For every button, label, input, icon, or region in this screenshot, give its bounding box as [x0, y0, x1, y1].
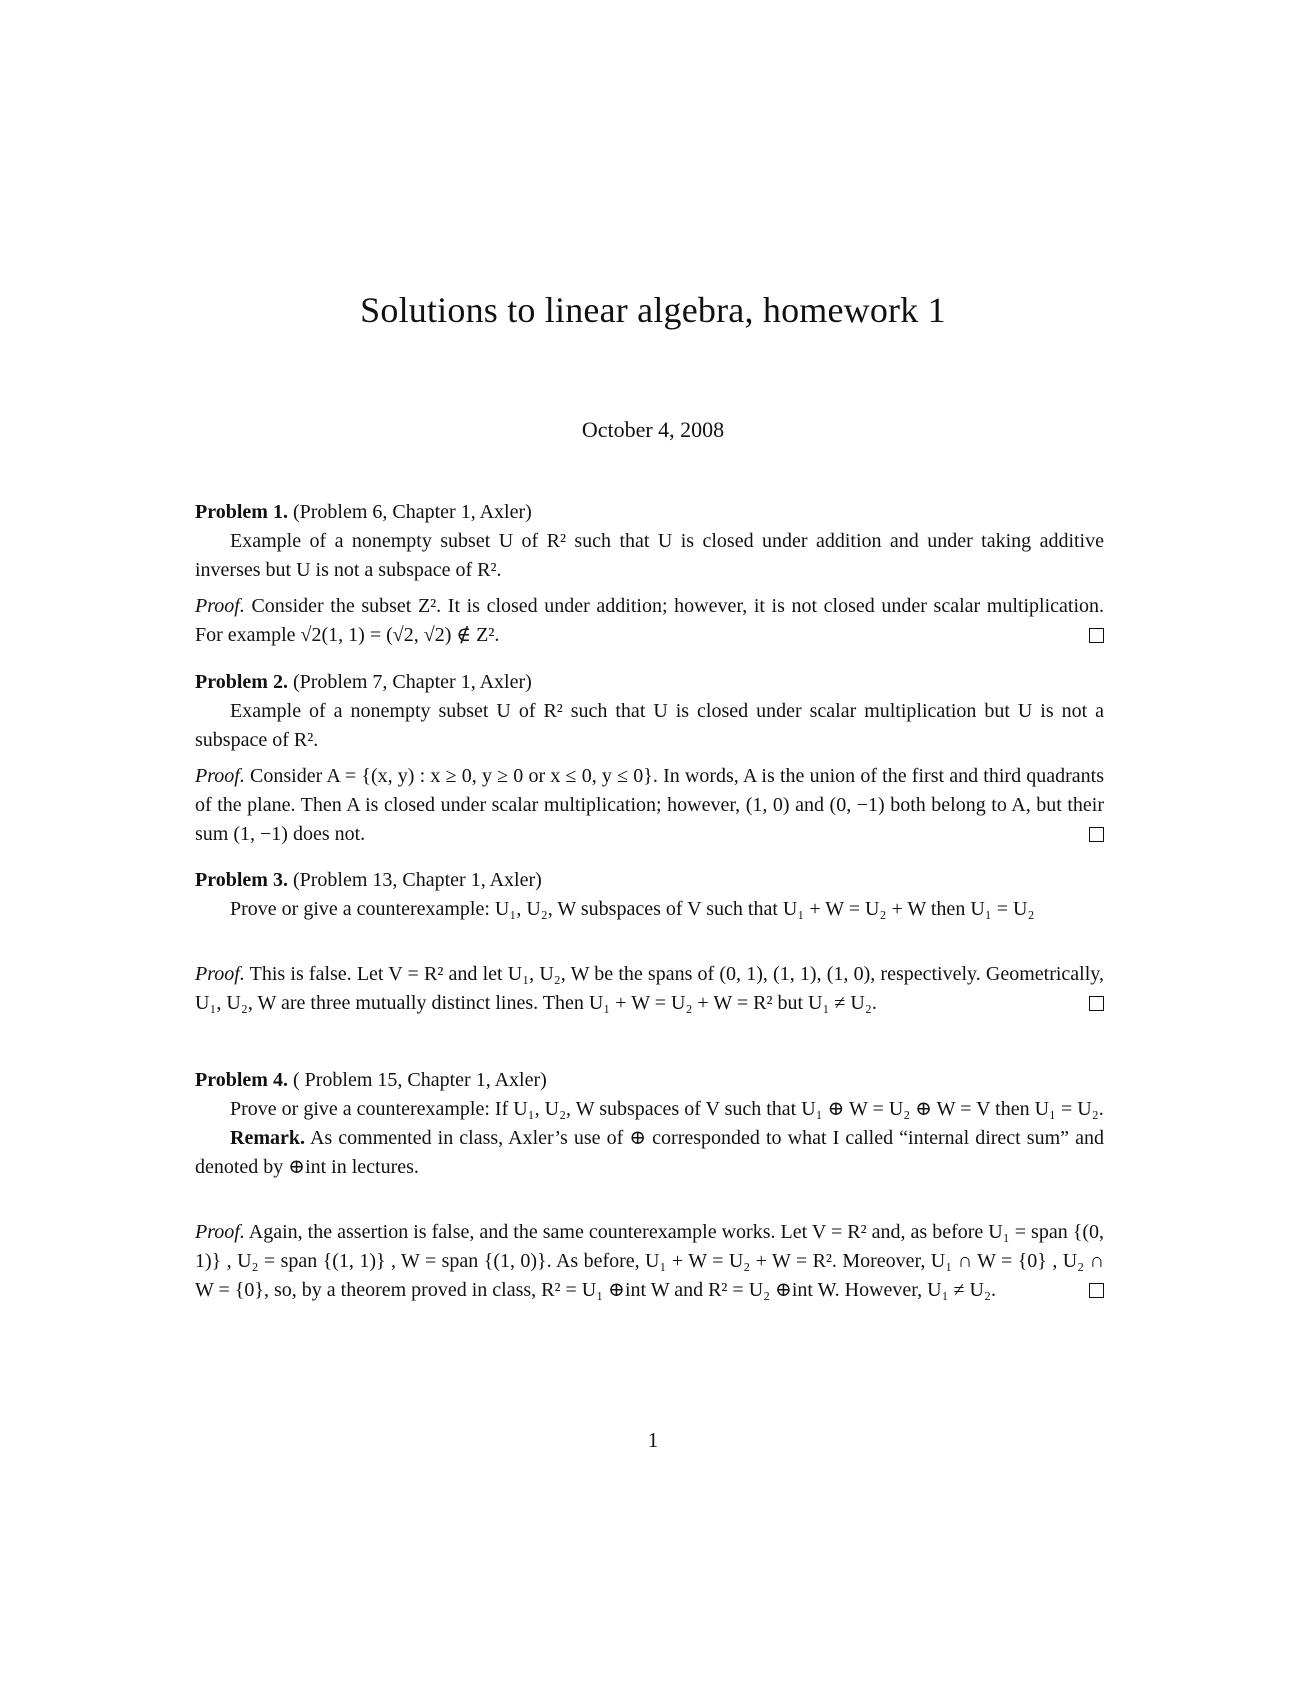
problem-text: Example of a nonempty subset U of R² such that U is closed under addition and under taking additive inverses but U is not a subspace of R². — [195, 530, 1104, 581]
proof-text: This is false. Let V = R² and let U₁, U₂, W be the spans of (0, 1), (1, 1), (1, 0), respectively. Geometrically, U₁, U₂, W are three mutually distinct lines. Then U₁ + W = U₂ + W = R² but U₁ ≠ U₂. — [195, 963, 1104, 1014]
proof-label: Proof. — [195, 1221, 245, 1243]
problem-3-statement — [195, 866, 1104, 924]
problem-label: Problem 2. — [195, 671, 288, 693]
qed-box-icon — [1089, 1283, 1104, 1298]
problem-source: (Problem 13, Chapter 1, Axler) — [292, 869, 542, 891]
qed-box-icon — [1089, 827, 1104, 842]
problem-text: Example of a nonempty subset U of R² such that U is closed under scalar multiplication but U is not a subspace of R². — [195, 700, 1104, 751]
remark-text: As commented in class, Axler’s use of ⊕ corresponded to what I called “internal direct sum” and denoted by ⊕int in lectures. — [195, 1127, 1104, 1178]
proof-label: Proof. — [195, 963, 245, 985]
problem-4-statement — [195, 1066, 1104, 1182]
problem-1-proof — [195, 592, 1104, 650]
proof-label: Proof. — [195, 595, 245, 617]
remark — [195, 1124, 1104, 1182]
document-title: Solutions to linear algebra, homework 1 — [360, 290, 946, 330]
qed-box-icon — [1089, 628, 1104, 643]
problem-text: Prove or give a counterexample: U₁, U₂, W subspaces of V such that U₁ + W = U₂ + W then U₁ = U₂ — [230, 898, 1035, 920]
proof-text: Consider A = {(x, y) : x ≥ 0, y ≥ 0 or x ≤ 0, y ≤ 0}. In words, A is the union of the first and third quadrants of the plane. Then A is closed under scalar multiplication; however, (1, 0) and (0, −1) both belong to A, but their sum (1, −1) does not. — [195, 765, 1105, 845]
proof-text: Again, the assertion is false, and the same counterexample works. Let V = R² and, as before U₁ = span {(0, 1)} , U₂ = span {(1, 1)} , W = span {(1, 0)}. As before, U₁ + W = U₂ + W = R². Moreover, U₁ ∩ W = {0} , U₂ ∩ W = {0}, so, by a theorem proved in class, R² = U₁ ⊕int W and R² = U₂ ⊕int W. However, U₁ ≠ U₂. — [195, 1221, 1105, 1301]
problem-label: Problem 4. — [195, 1069, 288, 1091]
problem-source: (Problem 6, Chapter 1, Axler) — [292, 501, 532, 523]
problem-text: Prove or give a counterexample: If U₁, U₂, W subspaces of V such that U₁ ⊕ W = U₂ ⊕ W = V then U₁ = U₂. — [230, 1098, 1104, 1120]
problem-3-proof — [195, 960, 1104, 1018]
problem-2-proof — [195, 762, 1104, 849]
problem-4-proof — [195, 1218, 1104, 1305]
remark-label: Remark. — [230, 1127, 305, 1149]
document-date: October 4, 2008 — [581, 417, 725, 442]
problem-2-statement — [195, 668, 1104, 755]
proof-text: Consider the subset Z². It is closed under addition; however, it is not closed under scalar multiplication. For example √2(1, 1) = (√2, √2) ∉ Z². — [195, 595, 1104, 646]
problem-1-statement — [195, 498, 1104, 585]
proof-label: Proof. — [195, 765, 245, 787]
problem-source: (Problem 7, Chapter 1, Axler) — [292, 671, 532, 693]
problem-label: Problem 1. — [195, 501, 288, 523]
problem-source: ( Problem 15, Chapter 1, Axler) — [292, 1069, 547, 1091]
qed-box-icon — [1089, 996, 1104, 1011]
page-number: 1 — [647, 1428, 659, 1452]
problem-label: Problem 3. — [195, 869, 288, 891]
